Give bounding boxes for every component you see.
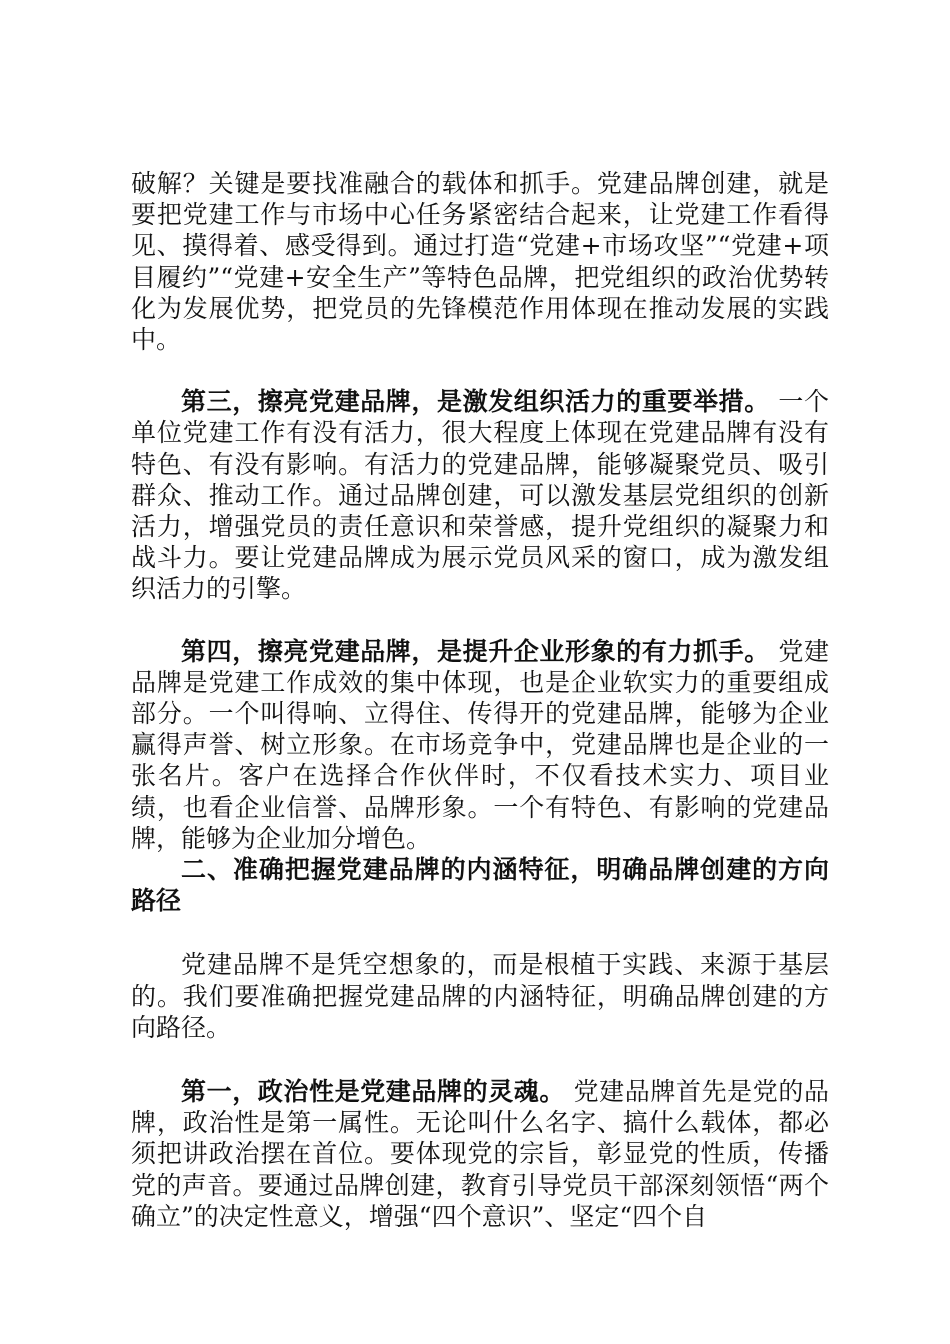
section-heading: 二、准确把握党建品牌的内涵特征，明确品牌创建的方向路径: [131, 855, 829, 916]
paragraph-section-intro: 党建品牌不是凭空想象的，而是根植于实践、来源于基层的。我们要准确把握党建品牌的内涵特征，明确品牌创建的方向路径。: [131, 950, 829, 1042]
first-point-lead: 第一，政治性是党建品牌的灵魂。: [181, 1077, 566, 1107]
third-point-body: 一个单位党建工作有没有活力，很大程度上体现在党建品牌有没有特色、有没有影响。有活力的党建品牌，能够凝聚党员、吸引群众、推动工作。通过品牌创建，可以激发基层党组织的创新活力，增强党员的责任意识和荣誉感，提升党组织的凝聚力和战斗力。要让党建品牌成为展示党员风采的窗口，成为激发组织活力的引擎。: [131, 387, 829, 604]
fourth-point-body: 党建品牌是党建工作成效的集中体现，也是企业软实力的重要组成部分。一个叫得响、立得住、传得开的党建品牌，能够为企业赢得声誉、树立形象。在市场竞争中，党建品牌也是企业的一张名片。客户在选择合作伙伴时，不仅看技术实力、项目业绩，也看企业信誉、品牌形象。一个有特色、有影响的党建品牌，能够为企业加分增色。: [131, 636, 829, 853]
document-page: [131, 168, 829, 1232]
third-point-lead: 第三，擦亮党建品牌，是激发组织活力的重要举措。: [181, 387, 770, 417]
paragraph-first-point: [131, 1076, 829, 1232]
paragraph-fourth-point: [131, 636, 829, 854]
paragraph-continuation: 破解？关键是要找准融合的载体和抓手。党建品牌创建，就是要把党建工作与市场中心任务紧密结合起来，让党建工作看得见、摸得着、感受得到。通过打造“党建+市场攻坚”“党建+项目履约”“党建+安全生产”等特色品牌，把党组织的政治优势转化为发展优势，把党员的先锋模范作用体现在推动发展的实践中。: [131, 169, 829, 355]
fourth-point-lead: 第四，擦亮党建品牌，是提升企业形象的有力抓手。: [181, 636, 770, 666]
paragraph-third-point: [131, 386, 829, 604]
first-point-body: 党建品牌首先是党的品牌，政治性是第一属性。无论叫什么名字、搞什么载体，都必须把讲政治摆在首位。要体现党的宗旨，彰显党的性质，传播党的声音。要通过品牌创建，教育引导党员干部深刻领悟“两个确立”的决定性意义，增强“四个意识”、坚定“四个自: [131, 1077, 829, 1231]
